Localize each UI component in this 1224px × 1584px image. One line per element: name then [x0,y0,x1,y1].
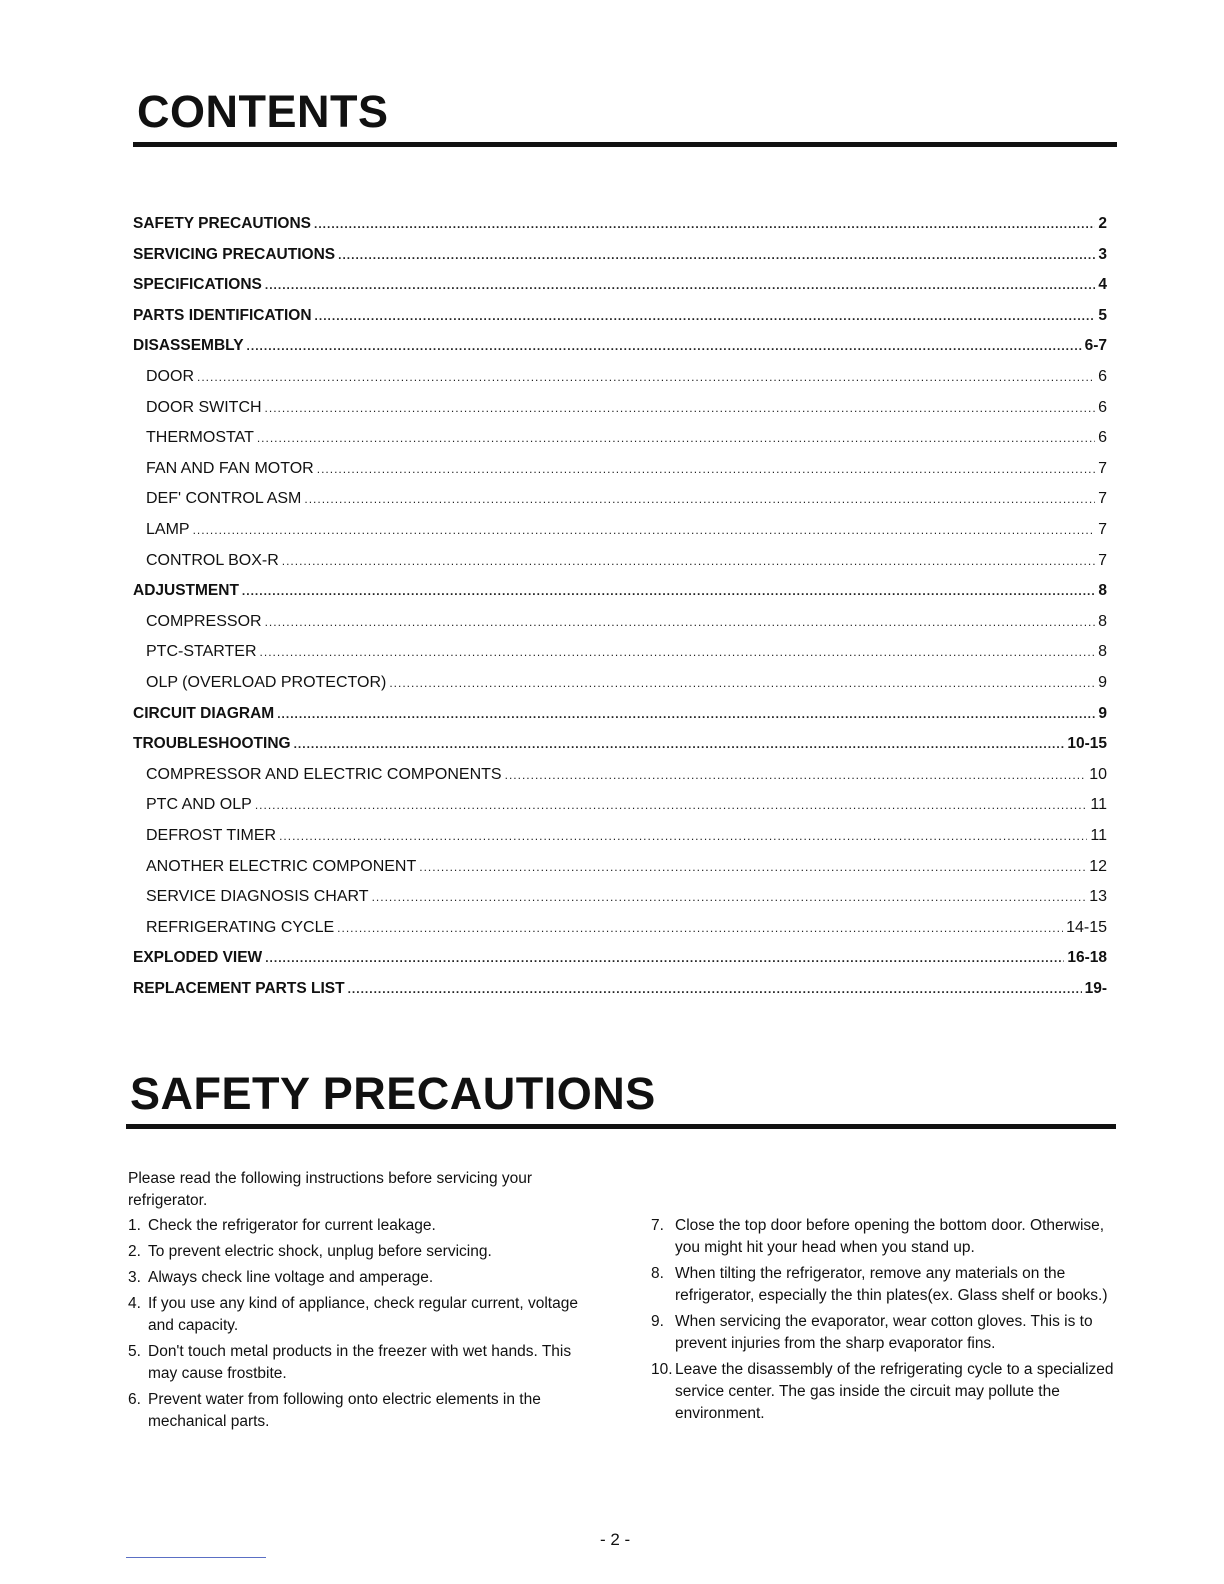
safety-item [128,1241,598,1263]
toc-entry-page: 7 [1098,521,1107,538]
safety-item-number: 7. [651,1217,664,1234]
safety-item-text: When servicing the evaporator, wear cotton gloves. This is to prevent injuries from the sharp evaporator fins. [675,1313,1093,1352]
safety-item [128,1215,598,1237]
toc-entry-page: 11 [1090,796,1107,813]
toc-entry [146,887,1107,907]
toc-entry-page: 6 [1098,368,1107,385]
toc-entry [133,245,1107,265]
safety-item [128,1293,598,1337]
toc-leader-dots [304,489,1095,509]
toc-leader-dots [315,306,1096,326]
toc-entry-page: 8 [1098,613,1107,630]
safety-item-number: 2. [128,1243,141,1260]
toc-entry [146,795,1107,815]
toc-entry-label: EXPLODED VIEW [133,949,263,966]
toc-entry-label: CIRCUIT DIAGRAM [133,705,275,722]
toc-entry-label: DISASSEMBLY [133,337,244,354]
toc-leader-dots [338,245,1095,265]
toc-entry-label: SERVICE DIAGNOSIS CHART [146,888,369,905]
toc-entry-label: PTC-STARTER [146,643,257,660]
safety-item [128,1341,598,1385]
toc-entry [146,857,1107,877]
safety-item-text: If you use any kind of appliance, check regular current, voltage and capacity. [148,1295,578,1334]
toc-entry-page: 14-15 [1066,919,1107,936]
safety-item-text: Close the top door before opening the bottom door. Otherwise, you might hit your head when you stand up. [675,1217,1105,1256]
toc-entry [146,367,1107,387]
toc-entry-label: DOOR SWITCH [146,399,262,416]
toc-entry-label: DEF' CONTROL ASM [146,490,302,507]
toc-entry-page: 10 [1089,766,1107,783]
toc-entry [133,306,1107,326]
toc-entry [146,765,1107,785]
toc-leader-dots [314,214,1095,234]
safety-item-number: 4. [128,1295,141,1312]
toc-entry [146,398,1107,418]
toc-entry-label: REFRIGERATING CYCLE [146,919,335,936]
toc-entry [133,581,1107,601]
toc-entry-page: 4 [1098,276,1107,293]
toc-leader-dots [279,826,1087,846]
toc-entry [146,489,1107,509]
toc-leader-dots [265,275,1095,295]
toc-leader-dots [372,887,1087,907]
toc-entry-label: ANOTHER ELECTRIC COMPONENT [146,858,417,875]
toc-leader-dots [294,734,1065,754]
safety-item-text: Check the refrigerator for current leakage. [148,1217,436,1234]
toc-entry [146,551,1107,571]
toc-leader-dots [260,642,1096,662]
toc-leader-dots [277,704,1095,724]
safety-item-number: 1. [128,1217,141,1234]
toc-entry-page: 11 [1090,827,1107,844]
toc-entry-label: SPECIFICATIONS [133,276,262,293]
toc-entry-page: 2 [1098,215,1107,232]
toc-entry-label: LAMP [146,521,190,538]
toc-entry [146,918,1107,938]
safety-item-number: 9. [651,1313,664,1330]
toc-entry [133,704,1107,724]
safety-item-number: 5. [128,1343,141,1360]
footer-line [126,1557,266,1558]
toc-entry-page: 3 [1098,246,1107,263]
safety-item-number: 6. [128,1391,141,1408]
toc-entry-label: PTC AND OLP [146,796,252,813]
toc-entry-page: 7 [1098,552,1107,569]
toc-entry-label: ADJUSTMENT [133,582,239,599]
toc-entry [146,459,1107,479]
toc-entry [146,673,1107,693]
toc-leader-dots [337,918,1063,938]
safety-precautions-title: SAFETY PRECAUTIONS [130,1068,656,1119]
toc-entry-label: SAFETY PRECAUTIONS [133,215,311,232]
toc-leader-dots [265,398,1096,418]
toc-entry-label: DOOR [146,368,194,385]
toc-entry-label: THERMOSTAT [146,429,254,446]
toc-entry [146,642,1107,662]
toc-leader-dots [505,765,1087,785]
toc-entry [133,275,1107,295]
toc-entry-label: CONTROL BOX-R [146,552,279,569]
toc-leader-dots [255,795,1088,815]
safety-item [651,1263,1121,1307]
toc-leader-dots [282,551,1095,571]
toc-entry-page: 12 [1089,858,1107,875]
toc-leader-dots [242,581,1095,601]
toc-entry-label: COMPRESSOR AND ELECTRIC COMPONENTS [146,766,502,783]
safety-item-text: Prevent water from following onto electric elements in the mechanical parts. [148,1391,541,1430]
toc-leader-dots [265,612,1096,632]
toc-entry-label: OLP (OVERLOAD PROTECTOR) [146,674,387,691]
safety-item-text: Don't touch metal products in the freezer with wet hands. This may cause frostbite. [148,1343,572,1382]
toc-leader-dots [419,857,1086,877]
toc-entry-page: 9 [1098,705,1107,722]
toc-entry [133,979,1107,999]
safety-divider [126,1124,1116,1129]
toc-entry [146,428,1107,448]
toc-leader-dots [247,336,1082,356]
toc-leader-dots [257,428,1095,448]
toc-leader-dots [317,459,1095,479]
toc-leader-dots [193,520,1096,540]
toc-entry-page: 16-18 [1067,949,1107,966]
toc-leader-dots [389,673,1095,693]
safety-item-text: When tilting the refrigerator, remove any materials on the refrigerator, especially the thin plates(ex. Glass shelf or books.) [675,1265,1108,1304]
toc-entry-label: TROUBLESHOOTING [133,735,291,752]
contents-title: CONTENTS [137,86,389,137]
toc-entry [146,520,1107,540]
safety-item [651,1359,1121,1425]
toc-entry-page: 7 [1098,490,1107,507]
safety-item [651,1311,1121,1355]
safety-item-text: Always check line voltage and amperage. [148,1269,434,1286]
toc-entry [133,336,1107,356]
toc-entry [133,948,1107,968]
safety-item [128,1389,598,1433]
toc-entry-page: 13 [1089,888,1107,905]
toc-entry-page: 6 [1098,429,1107,446]
toc-entry-page: 19- [1084,980,1107,997]
toc-entry-label: DEFROST TIMER [146,827,277,844]
safety-list-right [651,1215,1121,1429]
toc-leader-dots [348,979,1082,999]
toc-entry-label: COMPRESSOR [146,613,262,630]
toc-entry [133,734,1107,754]
page-number: - 2 - [600,1530,631,1549]
toc-entry-page: 8 [1098,582,1107,599]
toc-entry-page: 10-15 [1067,735,1107,752]
safety-item-number: 8. [651,1265,664,1282]
toc-entry-page: 6-7 [1084,337,1107,354]
toc-entry-label: SERVICING PRECAUTIONS [133,246,336,263]
toc-entry-label: REPLACEMENT PARTS LIST [133,980,345,997]
safety-item-number: 3. [128,1269,141,1286]
toc-entry-page: 5 [1098,307,1107,324]
toc-leader-dots [197,367,1095,387]
toc-entry-page: 8 [1098,643,1107,660]
safety-item-text: Leave the disassembly of the refrigerating cycle to a specialized service center. The gas inside the circuit may pollute the environment. [675,1361,1114,1422]
safety-item [651,1215,1121,1259]
toc-entry-page: 7 [1098,460,1107,477]
safety-item [128,1267,598,1289]
safety-item-number: 10. [651,1361,673,1378]
toc-entry [146,826,1107,846]
safety-intro: Please read the following instructions before servicing your refrigerator. [128,1170,533,1209]
toc-leader-dots [265,948,1064,968]
toc-entry-label: PARTS IDENTIFICATION [133,307,312,324]
safety-item-text: To prevent electric shock, unplug before servicing. [148,1243,492,1260]
toc-entry-page: 9 [1098,674,1107,691]
toc-entry [146,612,1107,632]
contents-divider [133,142,1117,147]
toc-entry [133,214,1107,234]
safety-list-left [128,1215,598,1437]
toc-entry-page: 6 [1098,399,1107,416]
toc-entry-label: FAN AND FAN MOTOR [146,460,314,477]
